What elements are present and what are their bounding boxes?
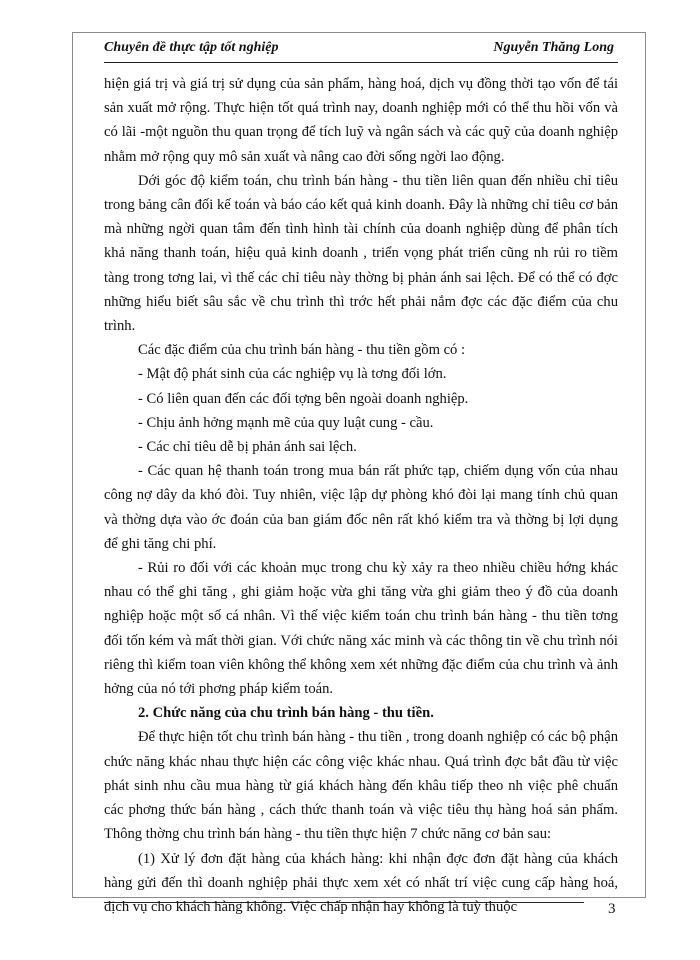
section-heading: 2. Chức năng của chu trình bán hàng - thu tiền. bbox=[138, 705, 434, 722]
paragraph-intro-continuation: hiện giá trị và giá trị sử dụng của sản phẩm, hàng hoá, dịch vụ đồng thời tạo vốn để tái sản xuất mở rộng. Thực hiện tốt quá trình nay, doanh nghiệp mới có thể thu hồi vốn và có lãi -một nguồn thu quan trọng để tích luỹ và ngân sách và các quỹ của doanh nghiệp nhằm mở rộng quy mô sản xuất và nâng cao đời sống ngời lao động. bbox=[104, 76, 618, 165]
paragraph-characteristics-intro: Các đặc điểm của chu trình bán hàng - thu tiền gồm có : bbox=[138, 342, 466, 359]
header-title: Chuyên đề thực tập tốt nghiệp bbox=[104, 40, 279, 55]
list-item: - Mật độ phát sinh của các nghiệp vụ là tơng đối lớn. bbox=[138, 366, 447, 383]
list-item: - Chịu ảnh hởng mạnh mẽ của quy luật cung - cầu. bbox=[138, 414, 434, 431]
list-item: - Các quan hệ thanh toán trong mua bán rất phức tạp, chiếm dụng vốn của nhau công nợ dây da khó đòi. Tuy nhiên, việc lập dự phòng khó đòi lại mang tính chủ quan và thờng dựa vào ớc đoán của ban giám đốc nên rất khó kiểm tra và thờng bị lợi dụng để ghi tăng chi phí. bbox=[104, 463, 618, 552]
header-author: Nguyễn Thăng Long bbox=[493, 40, 614, 55]
paragraph-audit-perspective: Dới góc độ kiểm toán, chu trình bán hàng - thu tiền liên quan đến nhiều chỉ tiêu trong bảng cân đối kế toán và báo cáo kết quả kinh doanh. Đây là những chỉ tiêu cơ bản mà những ngời quan tâm đến tình hình tài chính của doanh nghiệp dùng để phân tích khả năng thanh toán, hiệu quả kinh doanh , triển vọng phát triển cũng nh rủi ro tiềm tàng trong tơng lai, vì thế các chỉ tiêu này thờng bị phản ánh sai lệch. Để có thể có đợc những hiểu biết sâu sắc về chu trình thì trớc hết phải nắm đợc các đặc điểm của chu trình. bbox=[104, 172, 618, 335]
list-item: - Có liên quan đến các đối tợng bên ngoài doanh nghiệp. bbox=[138, 390, 469, 407]
list-item: - Các chỉ tiêu dễ bị phản ánh sai lệch. bbox=[138, 439, 357, 456]
page-number: 3 bbox=[608, 901, 616, 917]
paragraph-function-1: (1) Xử lý đơn đặt hàng của khách hàng: khi nhận đợc đơn đặt hàng của khách hàng gửi đến thì doanh nghiệp phải thực xem xét có nhất trí việc cung cấp hàng hoá, dịch vụ cho khách hàng không. Việc chấp nhận hay không là tuỳ thuộc bbox=[104, 850, 618, 915]
footer-divider bbox=[104, 902, 584, 903]
list-item: - Rủi ro đối với các khoản mục trong chu kỳ xảy ra theo nhiều chiều hớng khác nhau có thể ghi tăng , ghi giảm hoặc vừa ghi tăng vừa ghi giảm theo ý đồ của doanh nghiệp hoặc một số cá nhân. Vì thế việc kiểm toán chu trình bán hàng - thu tiền tơng đối tốn kém và mất thời gian. Với chức năng xác minh và các thông tin về chu trình nói riêng thì kiểm toan viên không thể không xem xét những đặc điểm của chu trình và ảnh hởng của nó tới phơng pháp kiểm toán. bbox=[104, 560, 618, 698]
paragraph-functions-intro: Để thực hiện tốt chu trình bán hàng - thu tiền , trong doanh nghiệp có các bộ phận chức năng khác nhau thực hiện các công việc khác nhau. Quá trình đợc bắt đầu từ việc phát sinh nhu cầu mua hàng từ giá khách hàng đến khâu tiếp theo nh việc phê chuẩn các phơng thức bán hàng , cách thức thanh toán và việc tiêu thụ hàng hoá sản phẩm. Thông thờng chu trình bán hàng - thu tiền thực hiện 7 chức năng cơ bản sau: bbox=[104, 729, 618, 843]
running-header bbox=[104, 38, 618, 63]
document-body bbox=[104, 72, 618, 919]
